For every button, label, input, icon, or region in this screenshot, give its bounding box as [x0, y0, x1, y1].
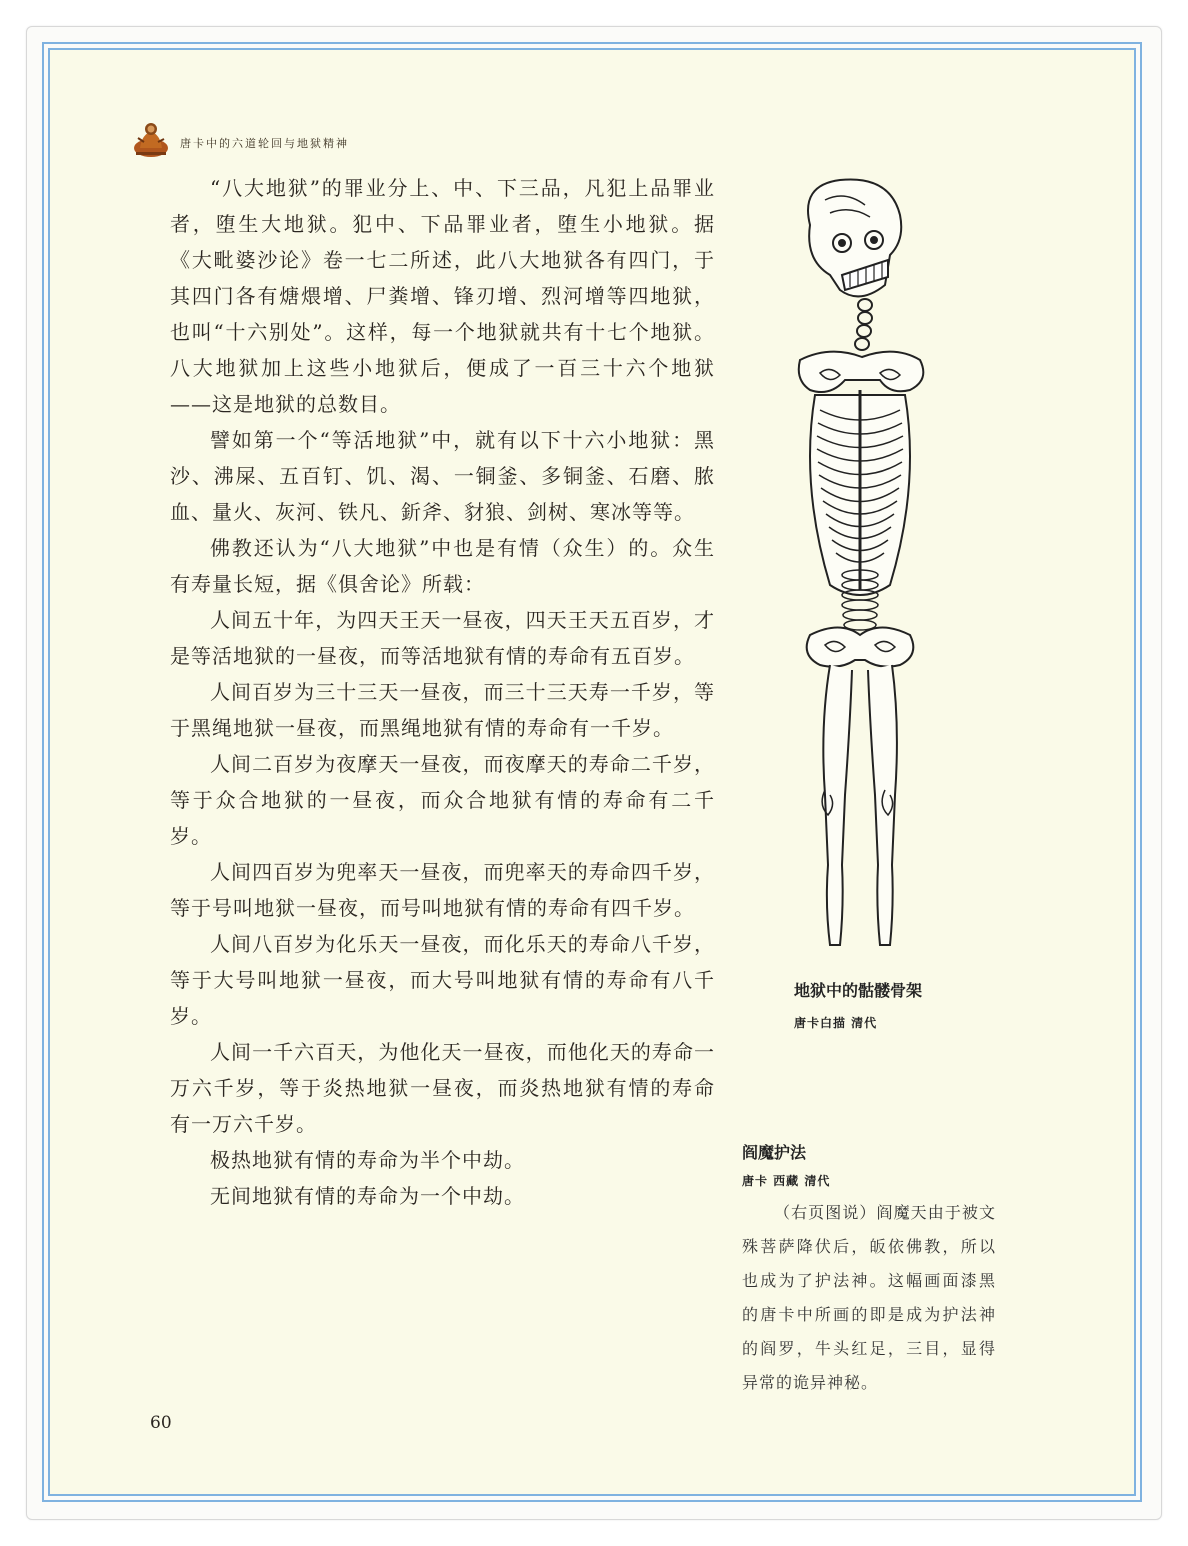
figure-caption-subtitle: 唐卡白描 清代 [794, 1016, 878, 1030]
paragraph: 人间五十年，为四天王天一昼夜，四天王天五百岁，才是等活地狱的一昼夜，而等活地狱有情的寿命有五百岁。 [170, 608, 715, 668]
sidebar-subtitle: 唐卡 西藏 清代 [742, 1174, 831, 1188]
body-text [170, 170, 715, 1214]
skeleton-illustration [770, 165, 990, 965]
sidebar-title: 阎魔护法 [742, 1143, 807, 1162]
paragraph: “八大地狱”的罪业分上、中、下三品，凡犯上品罪业者，堕生大地狱。犯中、下品罪业者，堕生小地狱。据《大毗婆沙论》卷一七二所述，此八大地狱各有四门，于其四门各有煻煨增、尸粪增、锋刃增、烈河增等四地狱，也叫“十六别处”。这样，每一个地狱就共有十七个地狱。八大地狱加上这些小地狱后，便成了一百三十六个地狱——这是地狱的总数目。 [170, 176, 715, 416]
paragraph: 人间四百岁为兜率天一昼夜，而兜率天的寿命四千岁，等于号叫地狱一昼夜，而号叫地狱有情的寿命有四千岁。 [170, 860, 715, 920]
monk-figure-icon [130, 118, 172, 160]
sidebar-paragraph: （右页图说）阎魔天由于被文殊菩萨降伏后，皈依佛教，所以也成为了护法神。这幅画面漆黑的唐卡中所画的即是成为护法神的阎罗，牛头红足，三目，显得异常的诡异神秘。 [742, 1203, 996, 1392]
paragraph: 人间一千六百天，为他化天一昼夜，而他化天的寿命一万六千岁，等于炎热地狱一昼夜，而炎热地狱有情的寿命有一万六千岁。 [170, 1040, 715, 1136]
figure-caption-title: 地狱中的骷髅骨架 [794, 981, 923, 1000]
paragraph: 人间百岁为三十三天一昼夜，而三十三天寿一千岁，等于黑绳地狱一昼夜，而黑绳地狱有情的寿命有一千岁。 [170, 680, 715, 740]
paragraph: 人间二百岁为夜摩天一昼夜，而夜摩天的寿命二千岁，等于众合地狱的一昼夜，而众合地狱有情的寿命有二千岁。 [170, 752, 715, 848]
paragraph: 佛教还认为“八大地狱”中也是有情（众生）的。众生有寿量长短，据《俱舍论》所载： [170, 536, 715, 596]
running-head: 唐卡中的六道轮回与地狱精神 [180, 137, 349, 150]
paragraph: 无间地狱有情的寿命为一个中劫。 [210, 1184, 525, 1208]
paragraph: 人间八百岁为化乐天一昼夜，而化乐天的寿命八千岁，等于大号叫地狱一昼夜，而大号叫地狱有情的寿命有八千岁。 [170, 932, 715, 1028]
paragraph: 极热地狱有情的寿命为半个中劫。 [210, 1148, 525, 1172]
page-number: 60 [150, 1413, 172, 1433]
sidebar-text [742, 1196, 996, 1400]
paragraph: 譬如第一个“等活地狱”中，就有以下十六小地狱：黑沙、沸屎、五百钉、饥、渴、一铜釜、多铜釜、石磨、脓血、量火、灰河、铁凡、釿斧、豺狼、剑树、寒冰等等。 [170, 428, 715, 524]
